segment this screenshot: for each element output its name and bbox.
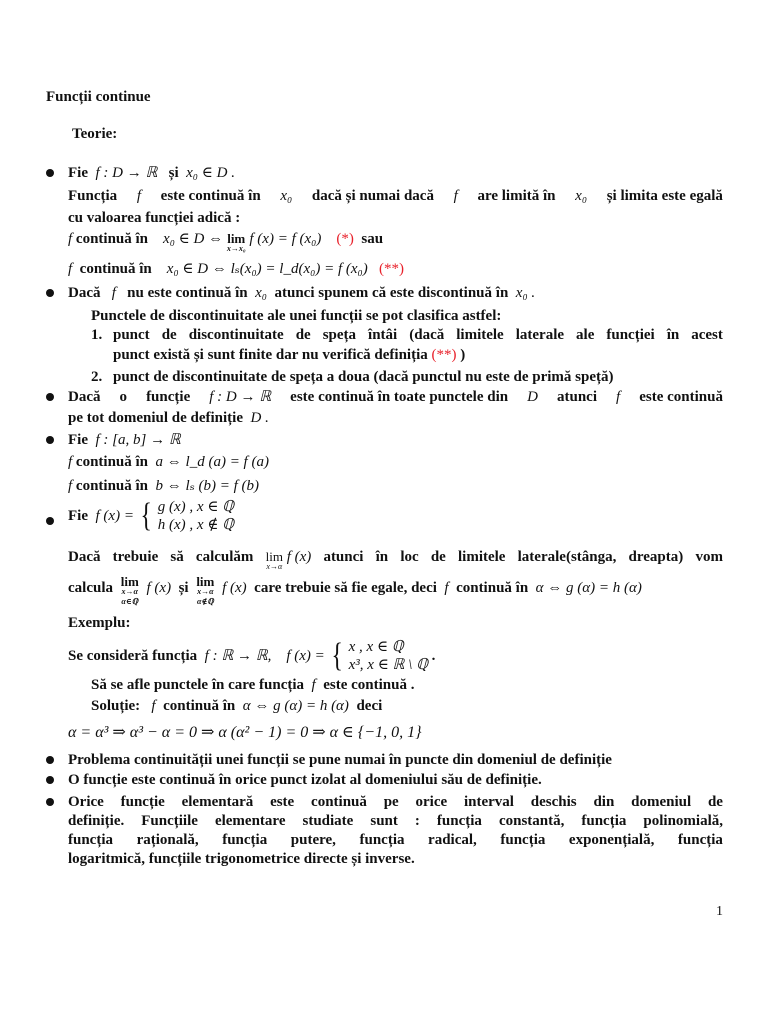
page-title: Funcții continue <box>46 89 151 105</box>
b2-line2: Punctele de discontinuitate ale unei funcții se pot clasifica astfel: <box>91 308 502 324</box>
b8-line1: Orice funcție elementară este continuă pe orice interval deschis din domeniul de <box>68 794 723 810</box>
b2-line1: Dacă f nu este continuă în x₀ atunci spunem că este discontinuă în x₀ . <box>68 285 536 301</box>
b2-item1-line2: punct există și sunt finite dar nu verifică definiția (**) ) <box>113 347 466 363</box>
b4-line3: f continuă în b ⇔ lₛ (b) = f (b) <box>68 478 260 494</box>
b4-line2: f continuă în a ⇔ l_d (a) = f (a) <box>68 454 269 470</box>
b6-text: Problema continuității unei funcții se pune numai în puncte din domeniul de definiție <box>68 752 612 768</box>
b1-line2: Funcția f este continuă în x₀ dacă și numai dacă f are limită în x₀ și limita este egală <box>68 188 723 204</box>
b2-item2-text: punct de discontinuitate de speța a doua (dacă punctul nu este de primă speță) <box>113 369 614 385</box>
b8-line3: funcția rațională, funcția putere, funcția radical, funcția exponențială, funcția <box>68 832 723 848</box>
b8-line2: definiție. Funcțiile elementare studiate sunt : funcția constantă, funcția polinomială, <box>68 813 723 829</box>
bullet-3 <box>46 393 54 401</box>
bullet-7 <box>46 776 54 784</box>
section-subtitle: Teorie: <box>72 126 118 142</box>
b3-line1: Dacă o funcție f : D → ℝ este continuă în toate punctele din D atunci f este continuă <box>68 389 723 405</box>
b5-equation: α = α³ ⇒ α³ − α = 0 ⇒ α (α² − 1) = 0 ⇒ α ∈ {−1, 0, 1} <box>68 724 422 741</box>
bullet-2 <box>46 289 54 297</box>
b2-item1-number: 1. <box>91 327 103 343</box>
b5-line3: calcula lim x→α α∈ℚ f (x) și lim x→α α∉ℚ f (x) care trebuie să fie egale, deci f continuă în α ⇔ g (α) = h (α) <box>68 574 642 606</box>
bullet-4 <box>46 436 54 444</box>
b1-line3: cu valoarea funcției adică : <box>68 210 241 226</box>
b1-line4: f continuă în x₀ ∈ D ⇔ lim x→x₀ f (x) = f (x₀) (*) sau <box>68 231 384 253</box>
b2-item1-line1: punct de discontinuitate de speța întâi (dacă limitele laterale ale funcției în acest <box>113 327 723 343</box>
b3-line2: pe tot domeniul de definiție D . <box>68 410 269 426</box>
b5-example-line2: Să se afle punctele în care funcția f este continuă . <box>91 677 415 693</box>
b5-solution-line: Soluție: f continuă în α ⇔ g (α) = h (α) deci <box>91 698 383 714</box>
b8-line4: logaritmică, funcțiile trigonometrice directe și inverse. <box>68 851 415 867</box>
bullet-6 <box>46 756 54 764</box>
b5-piecewise: Fie f (x) = { g (x) , x ∈ ℚ h (x) , x ∉ ℚ <box>68 497 234 534</box>
page-number: 1 <box>716 904 723 919</box>
bullet-8 <box>46 798 54 806</box>
b4-line1: Fie f : [a, b] → ℝ <box>68 432 181 448</box>
b5-line2: Dacă trebuie să calculăm lim x→α f (x) atunci în loc de limitele laterale(stânga, dreapta) vom <box>68 549 723 571</box>
bullet-5 <box>46 517 54 525</box>
b1-line1: Fie f : D → ℝ și x₀ ∈ D . <box>68 165 235 181</box>
b5-example-line1: Se consideră funcția f : ℝ → ℝ, f (x) = { x , x ∈ ℚ x³, x ∈ ℝ \ ℚ . <box>68 637 436 674</box>
b1-line5: f continuă în x₀ ∈ D ⇔ lₛ(x₀) = l_d(x₀) = f (x₀) (**) <box>68 261 404 277</box>
b2-item2-number: 2. <box>91 369 103 385</box>
b7-text: O funcție este continuă în orice punct izolat al domeniului său de definiție. <box>68 772 542 788</box>
b5-example-heading: Exemplu: <box>68 615 131 631</box>
bullet-1 <box>46 169 54 177</box>
